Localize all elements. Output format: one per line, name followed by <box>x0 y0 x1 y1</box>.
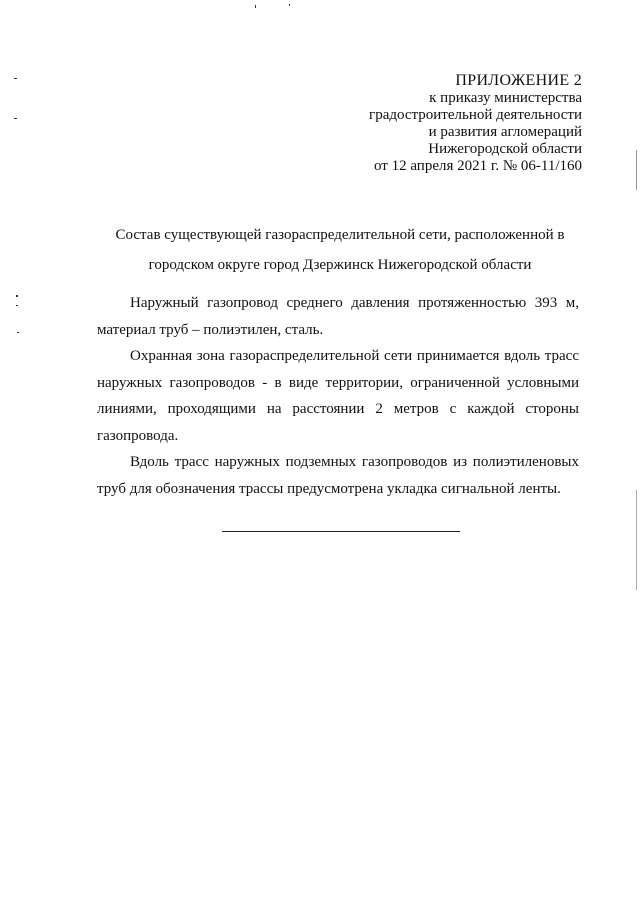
appendix-line: градостроительной деятельности <box>369 107 582 123</box>
body-paragraph: Наружный газопровод среднего давления протяженностью 393 м, материал труб – полиэтилен, сталь. <box>97 295 579 338</box>
scan-mark <box>16 295 18 297</box>
body-paragraph: Охранная зона газораспределительной сети принимается вдоль трасс наружных газопроводов - в виде территории, ограниченной условными линиями, проходящими на расстоянии 2 метров с каждой стороны газопровода. <box>97 348 579 444</box>
document-title <box>100 220 580 280</box>
scan-edge <box>636 150 637 190</box>
scan-mark <box>17 332 19 333</box>
appendix-line: Нижегородской области <box>428 141 582 157</box>
scan-mark <box>14 118 17 119</box>
appendix-line: к приказу министерства <box>429 90 582 106</box>
appendix-heading: ПРИЛОЖЕНИЕ 2 <box>455 72 582 89</box>
scan-mark <box>14 78 17 79</box>
appendix-line: и развития агломераций <box>428 124 582 140</box>
scan-mark <box>16 305 18 306</box>
title-line: городском округе город Дзержинск Нижегородской области <box>148 257 532 273</box>
title-line: Состав существующей газораспределительной сети, расположенной в <box>115 227 565 243</box>
end-separator-line <box>222 531 460 532</box>
scan-edge <box>636 490 637 590</box>
appendix-line: от 12 апреля 2021 г. № 06-11/160 <box>373 158 582 174</box>
body-paragraph: Вдоль трасс наружных подземных газопроводов из полиэтиленовых труб для обозначения трассы предусмотрена укладка сигнальной ленты. <box>97 454 579 497</box>
appendix-block <box>369 72 582 175</box>
scan-mark <box>255 5 256 8</box>
scan-mark <box>289 4 290 6</box>
document-body <box>97 290 579 502</box>
